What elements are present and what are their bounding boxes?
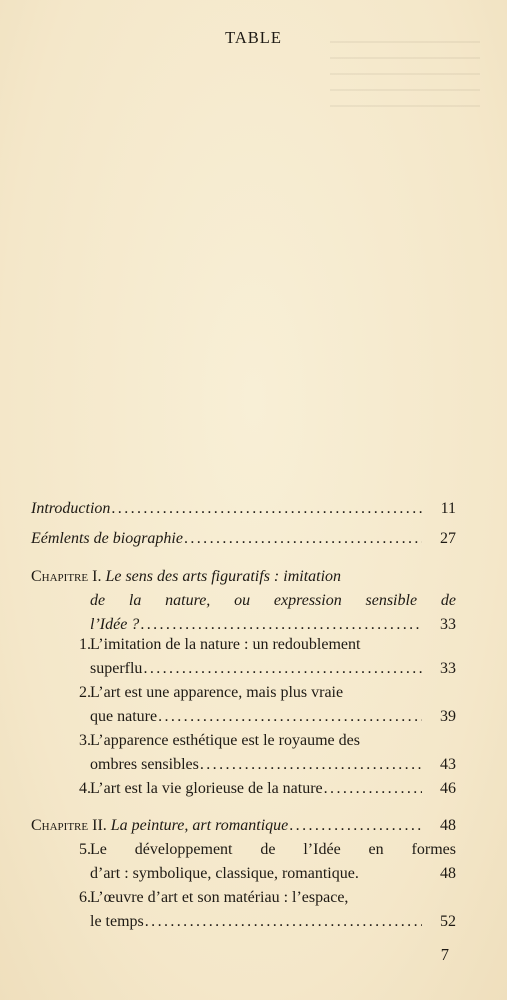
chapter-title-line-2 xyxy=(90,589,456,613)
word: de xyxy=(440,592,456,609)
word: en xyxy=(368,841,384,858)
section-title-line-1: L’art est une apparence, mais plus vraie xyxy=(90,684,344,701)
page-number: 39 xyxy=(440,708,456,725)
section-number: 1. xyxy=(79,636,91,653)
page-number: 52 xyxy=(440,913,456,930)
page-number: 33 xyxy=(440,660,456,677)
toc-entry-chapitre-2[interactable] xyxy=(31,814,456,838)
word: formes xyxy=(411,841,456,858)
section-title-line-1 xyxy=(90,838,456,862)
word: ou xyxy=(234,592,251,609)
section-title-line-1: L’apparence esthétique est le royaume des xyxy=(90,732,360,749)
section-title-line-2: superflu xyxy=(90,660,143,677)
section-title-line-2: le temps xyxy=(90,913,144,930)
dot-leader xyxy=(289,814,422,838)
dot-leader xyxy=(200,753,422,777)
toc-entry-section-2[interactable] xyxy=(31,681,456,729)
section-title-line-1: L’œuvre d’art et son matériau : l’espace, xyxy=(90,889,349,906)
dot-leader xyxy=(145,910,422,934)
section-number: 4. xyxy=(79,780,91,797)
dot-leader xyxy=(184,527,422,551)
chapter-word: Chapitre xyxy=(31,817,89,834)
word: développement xyxy=(134,841,233,858)
dot-leader xyxy=(143,657,422,681)
toc-entry-section-1[interactable] xyxy=(31,633,456,681)
page-number: 27 xyxy=(440,530,456,547)
section-number: 3. xyxy=(79,732,91,749)
word: de xyxy=(90,592,106,609)
toc-entry-label: Introduction xyxy=(31,500,111,517)
dot-leader xyxy=(324,777,422,801)
section-number: 5. xyxy=(79,841,91,858)
toc-entry-section-5[interactable] xyxy=(31,838,456,886)
chapter-title-line-1: Le sens des arts figuratifs : imitation xyxy=(105,568,342,585)
dot-leader xyxy=(111,497,422,521)
toc-entry-section-4[interactable] xyxy=(31,777,456,801)
word: de xyxy=(260,841,276,858)
page-folio-number: 7 xyxy=(440,945,449,964)
dot-leader xyxy=(158,705,422,729)
word: Le xyxy=(90,841,107,858)
page-number: 33 xyxy=(440,616,456,633)
word: la xyxy=(128,592,142,609)
section-number: 6. xyxy=(79,889,91,906)
word: sensible xyxy=(365,592,418,609)
chapter-number: II. xyxy=(92,817,107,834)
toc-entry-biographie[interactable] xyxy=(31,527,456,551)
section-number: 2. xyxy=(79,684,91,701)
section-title-line-2: ombres sensibles xyxy=(90,756,199,773)
page-number: 46 xyxy=(440,780,456,797)
toc-entry-label: Eémlents de biographie xyxy=(31,530,183,547)
chapter-word: Chapitre xyxy=(31,568,89,585)
page-number: 48 xyxy=(440,865,456,882)
word: expression xyxy=(273,592,342,609)
section-title-line-1: L’art est la vie glorieuse de la nature xyxy=(90,780,323,797)
toc-entry-chapitre-1[interactable] xyxy=(31,565,456,637)
toc-entry-section-3[interactable] xyxy=(31,729,456,777)
page-title: TABLE xyxy=(225,28,282,47)
section-title-line-2: d’art : symbolique, classique, romantique. xyxy=(90,865,359,882)
page-number: 48 xyxy=(440,817,456,834)
section-title-line-1: L’imitation de la nature : un redoublement xyxy=(90,636,361,653)
toc-entry-introduction[interactable] xyxy=(31,497,456,521)
section-title-line-2: que nature xyxy=(90,708,158,725)
toc-entry-section-6[interactable] xyxy=(31,886,456,934)
chapter-title: La peinture, art romantique xyxy=(110,817,289,834)
chapter-title-line-3: l’Idée ? xyxy=(90,616,140,633)
word: l’Idée xyxy=(303,841,341,858)
chapter-number: I. xyxy=(92,568,102,585)
word: nature, xyxy=(165,592,211,609)
page-number: 43 xyxy=(440,756,456,773)
page-number: 11 xyxy=(440,500,456,517)
